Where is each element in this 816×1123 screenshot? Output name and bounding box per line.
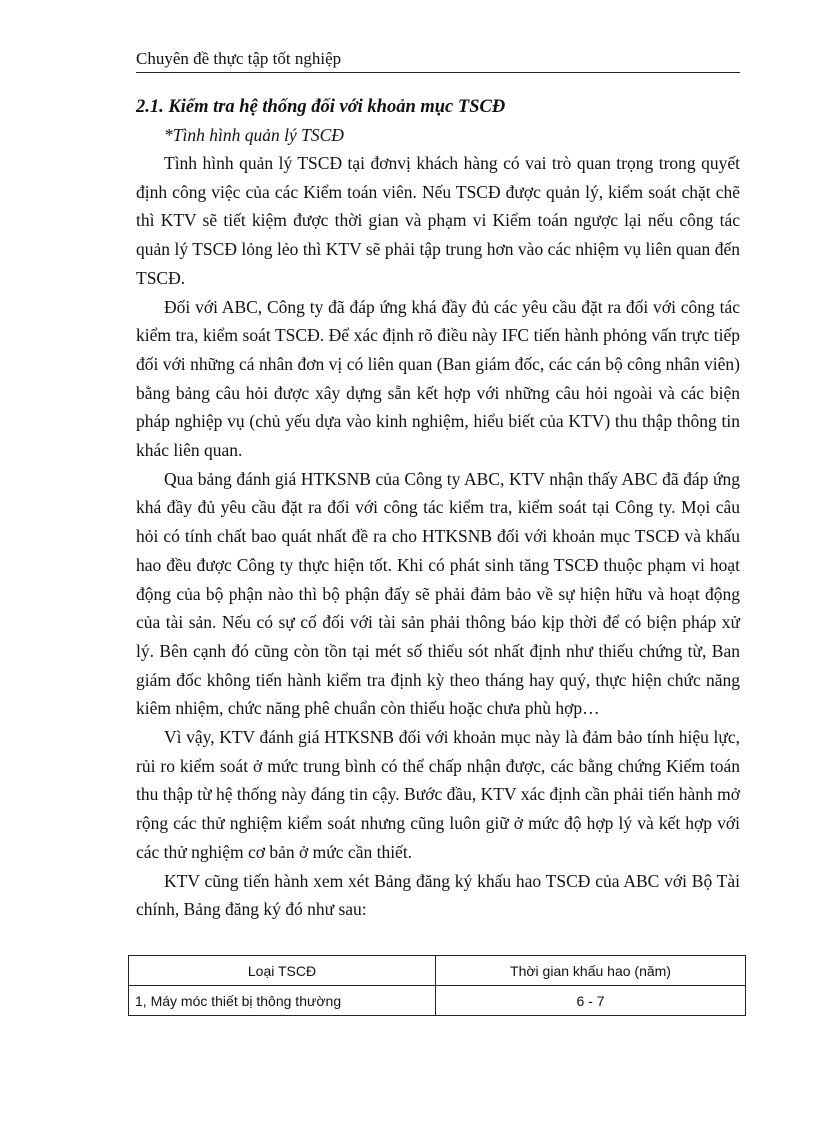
paragraph-2: Đối với ABC, Công ty đã đáp ứng khá đầy đủ các yêu cầu đặt ra đối với công tác kiểm tra, kiểm soát TSCĐ. Để xác định rõ điều này IFC tiến hành phỏng vấn trực tiếp đối với những cá nhân đơn vị có liên quan (Ban giám đốc, các cán bộ công nhân viên) bằng bảng câu hỏi được xây dựng sẵn kết hợp với những câu hỏi ngoài và các biện pháp nghiệp vụ (chủ yếu dựa vào kinh nghiệm, hiểu biết của KTV) thu thập thông tin khác liên quan.	[136, 296, 740, 461]
table-cell-asset-type: 1, Máy móc thiết bị thông thường	[129, 986, 436, 1016]
table-cell-depreciation-years: 6 - 7	[436, 986, 746, 1016]
section-heading: 2.1. Kiểm tra hệ thống đối với khoản mục TSCĐ	[136, 97, 506, 117]
paragraph-1: Tình hình quản lý TSCĐ tại đơnvị khách hàng có vai trò quan trọng trong quyết định công việc của các Kiểm toán viên. Nếu TSCĐ được quản lý, kiểm soát chặt chẽ thì KTV sẽ tiết kiệm được thời gian và phạm vi Kiểm toán ngược lại nếu công tác quản lý TSCĐ lỏng lẻo thì KTV sẽ phải tập trung hơn vào các nhiệm vụ liên quan đến TSCĐ.	[136, 153, 740, 288]
paragraph-4: Vì vậy, KTV đánh giá HTKSNB đối với khoản mục này là đảm bảo tính hiệu lực, rủi ro kiểm soát ở mức trung bình có thể chấp nhận được, các bằng chứng Kiểm toán thu thập từ hệ thống này đáng tin cậy. Bước đầu, KTV xác định cần phải tiến hành mở rộng các thử nghiệm kiểm soát nhưng cũng luôn giữ ở mức độ hợp lý và kết hợp với các thử nghiệm cơ bản ở mức cần thiết.	[136, 727, 740, 862]
paragraph-5: KTV cũng tiến hành xem xét Bảng đăng ký khấu hao TSCĐ của ABC với Bộ Tài chính, Bảng đăng ký đó như sau:	[136, 870, 740, 920]
table-header-depreciation-years: Thời gian khấu hao (năm)	[436, 956, 746, 986]
section-subheading: *Tình hình quản lý TSCĐ	[164, 125, 344, 145]
page-content	[136, 94, 740, 924]
running-header: Chuyên đề thực tập tốt nghiệp	[136, 48, 740, 73]
table-header-row	[129, 956, 746, 986]
table-header-asset-type: Loại TSCĐ	[129, 956, 436, 986]
table-row	[129, 986, 746, 1016]
paragraph-3: Qua bảng đánh giá HTKSNB của Công ty ABC, KTV nhận thấy ABC đã đáp ứng khá đầy đủ yêu cầu đặt ra đối với công tác kiểm tra, kiểm soát tại Công ty. Mọi câu hỏi có tính chất bao quát nhất đề ra cho HTKSNB đối với khoản mục TSCĐ và khấu hao đều được Công ty thực hiện tốt. Khi có phát sinh tăng TSCĐ thuộc phạm vi hoạt động của bộ phận nào thì bộ phận đấy sẽ phải đảm bảo về sự hiện hữu và hoạt động của tài sản. Nếu có sự cố đối với tài sản phải thông báo kịp thời để có biện pháp xử lý. Bên cạnh đó cũng còn tồn tại mét số thiếu sót nhất định như thiếu chứng từ, Ban giám đốc không tiến hành kiểm tra định kỳ theo tháng hay quý, thực hiện chức năng kiêm nhiệm, chức năng phê chuẩn còn thiếu hoặc chưa phù hợp…	[136, 468, 740, 719]
depreciation-table	[128, 955, 746, 1016]
